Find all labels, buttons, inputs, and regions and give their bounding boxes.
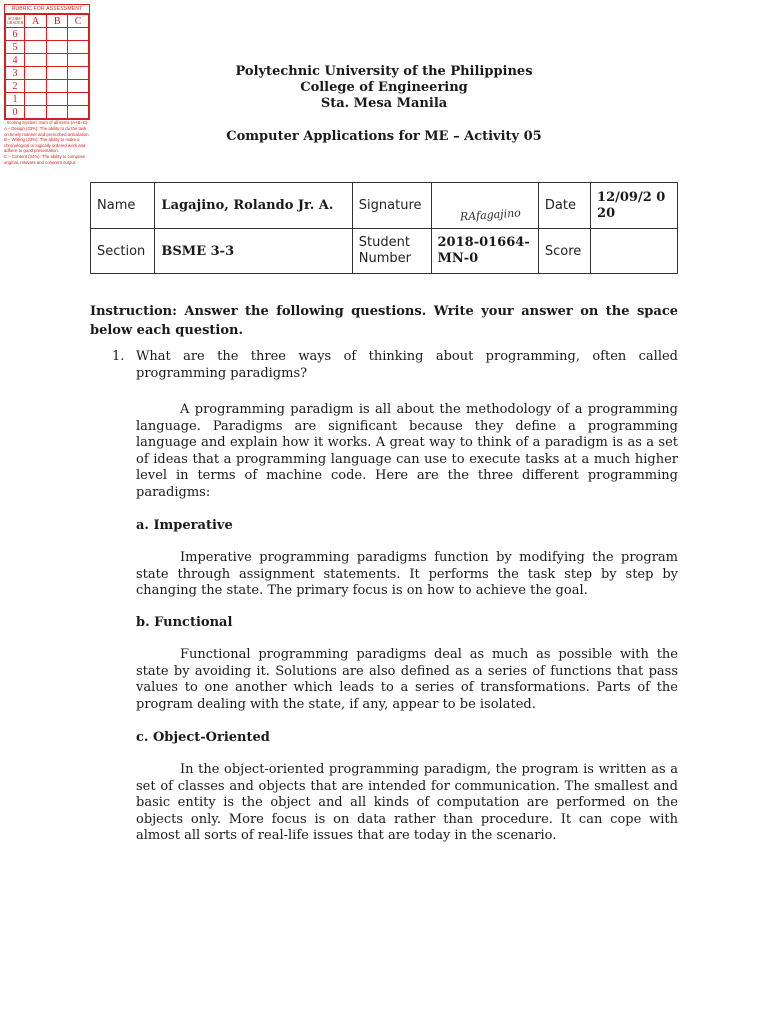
rubric-col-a: A bbox=[25, 15, 47, 28]
signature-image bbox=[432, 202, 536, 228]
activity-title: Computer Applications for ME – Activity 05 bbox=[226, 129, 542, 144]
date-label: Date bbox=[538, 183, 590, 229]
section-heading-functional: b. Functional bbox=[136, 615, 233, 630]
name-label: Name bbox=[91, 183, 155, 229]
rubric-title: RUBRIC FOR ASSESSMENT bbox=[5, 5, 89, 14]
instruction-text: Instruction: Answer the following questions. Write your answer on the space below each question. bbox=[90, 304, 678, 338]
question-number: 1. bbox=[112, 349, 125, 364]
section-label: Section bbox=[91, 229, 155, 274]
rubric-score: 6 bbox=[6, 28, 25, 41]
score-value[interactable] bbox=[591, 229, 678, 274]
rubric-criterion-a: A – Design (33%): The ability to do the task on timely manner and prescribed articulation. bbox=[4, 126, 90, 137]
rubric-cell[interactable] bbox=[25, 41, 47, 54]
section-body-imperative: Imperative programming paradigms function by modifying the program state through assignment statements. It performs the task step by step by changing the state. The primary focus is on how to achieve the goal. bbox=[136, 550, 678, 598]
intro-paragraph: A programming paradigm is all about the methodology of a programming language. Paradigms are significant because they define a programming language and explain how it works. A great way to think of a paradigm is as a set of ideas that a programming language can use to execute tasks at a much higher level in terms of machine code. Here are the three different programming paradigms: bbox=[136, 402, 678, 500]
question-text: What are the three ways of thinking about programming, often called programming paradigms? bbox=[136, 349, 678, 381]
campus-location: Sta. Mesa Manila bbox=[320, 96, 448, 111]
student-number-value[interactable]: 2018-01664-MN-0 bbox=[431, 229, 538, 274]
rubric-scoring-system: Scoring System: Sum of all items (A+B+C) bbox=[6, 120, 88, 125]
section-heading-object-oriented: c. Object-Oriented bbox=[136, 730, 270, 745]
rubric-cell[interactable] bbox=[47, 41, 68, 54]
date-value[interactable]: 12/09/2 020 bbox=[591, 183, 678, 229]
score-label: Score bbox=[538, 229, 590, 274]
rubric-criterion-c: C – Content (34%): The ability to compose original, relevant and coherent output. bbox=[4, 154, 85, 165]
name-value[interactable]: Lagajino, Rolando Jr. A. bbox=[155, 183, 352, 229]
college-name: College of Engineering bbox=[300, 80, 468, 95]
rubric-score: 1 bbox=[6, 93, 25, 106]
rubric-col-b: B bbox=[47, 15, 68, 28]
section-body-object-oriented: In the object-oriented programming paradigm, the program is written as a set of classes and objects that are intended for communication. The smallest and basic entity is the object and all kinds of computation are performed on the objects only. More focus is on data rather than procedure. It can cope with almost all sorts of real-life issues that are today in the scenario. bbox=[136, 762, 678, 843]
rubric-cell[interactable] bbox=[68, 28, 89, 41]
rubric-score: 0 bbox=[6, 106, 25, 119]
rubric-score-header: SCORE/ GRADER bbox=[6, 15, 25, 28]
rubric-cell[interactable] bbox=[68, 41, 89, 54]
university-name: Polytechnic University of the Philippines bbox=[235, 64, 533, 79]
signature-field[interactable] bbox=[431, 183, 538, 229]
student-info-table bbox=[90, 182, 678, 274]
rubric-score: 2 bbox=[6, 80, 25, 93]
section-body-functional: Functional programming paradigms deal as much as possible with the state by avoiding it. Solutions are also defined as a series of functions that pass values to one another which leads to a series of transformations. Parts of the program dealing with the state, if any, appear to be isolated. bbox=[136, 647, 678, 712]
rubric-cell[interactable] bbox=[25, 28, 47, 41]
rubric-cell[interactable] bbox=[47, 28, 68, 41]
rubric-col-c: C bbox=[68, 15, 89, 28]
signature-ink: RAfagajino bbox=[459, 205, 521, 224]
section-heading-imperative: a. Imperative bbox=[136, 518, 233, 533]
rubric-score: 3 bbox=[6, 67, 25, 80]
rubric-criterion-b: B – Writing (33%): The ability to make a chronological or logically ordered work and adhere to good presentation. bbox=[4, 137, 86, 154]
student-number-label: Student Number bbox=[352, 229, 431, 274]
signature-label: Signature bbox=[352, 183, 431, 229]
rubric-score: 5 bbox=[6, 41, 25, 54]
section-value[interactable]: BSME 3-3 bbox=[155, 229, 352, 274]
rubric-score: 4 bbox=[6, 54, 25, 67]
